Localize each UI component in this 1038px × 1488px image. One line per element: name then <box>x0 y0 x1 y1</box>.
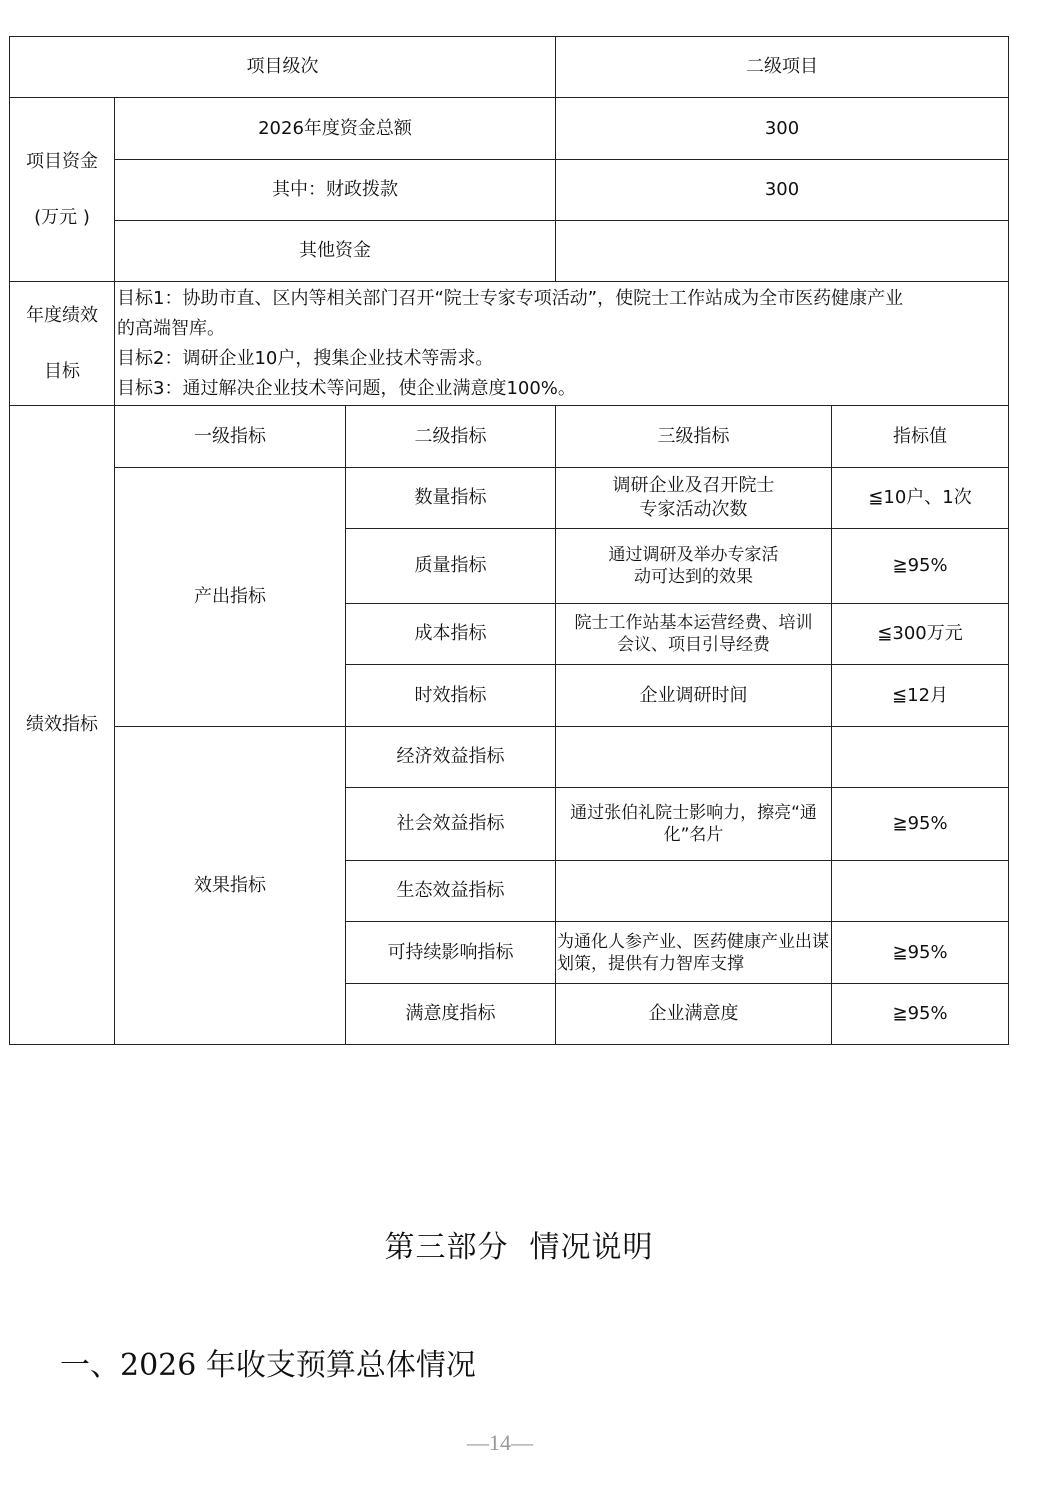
row-value: ≧95% <box>832 922 1009 984</box>
row-l3 <box>556 861 832 922</box>
funds-label: 项目资金 (万元 ) <box>10 98 115 282</box>
row-l3: 企业满意度 <box>556 984 832 1045</box>
row-l3 <box>556 727 832 788</box>
row-l2: 可持续影响指标 <box>346 922 556 984</box>
goal-3: 目标3：通过解决企业技术等问题，使企业满意度100%。 <box>117 377 576 399</box>
row-l3: 院士工作站基本运营经费、培训会议、项目引导经费 <box>556 604 832 665</box>
row-l3: 调研企业及召开院士专家活动次数 <box>556 468 832 529</box>
row-value: ≧95% <box>832 788 1009 861</box>
row-l2: 成本指标 <box>346 604 556 665</box>
total-funds-value: 300 <box>556 98 1009 160</box>
row-l3: 通过调研及举办专家活动可达到的效果 <box>556 529 832 604</box>
row-value: ≦12月 <box>832 665 1009 727</box>
row-value <box>832 727 1009 788</box>
row-value <box>832 861 1009 922</box>
header-value: 指标值 <box>832 406 1009 468</box>
annual-goal-label: 年度绩效 目标 <box>10 282 115 406</box>
header-level3: 三级指标 <box>556 406 832 468</box>
other-funds-label: 其他资金 <box>115 221 556 282</box>
row-l2: 社会效益指标 <box>346 788 556 861</box>
total-funds-label: 2026年度资金总额 <box>115 98 556 160</box>
performance-table <box>9 36 1009 1045</box>
row-l3: 为通化人参产业、医药健康产业出谋划策，提供有力智库支撑 <box>556 922 832 984</box>
row-l3: 通过张伯礼院士影响力，擦亮“通化”名片 <box>556 788 832 861</box>
row-l2: 时效指标 <box>346 665 556 727</box>
heading-1: 一、2026 年收支预算总体情况 <box>60 1348 476 1383</box>
row-l2: 满意度指标 <box>346 984 556 1045</box>
output-indicator-label: 产出指标 <box>115 468 346 727</box>
row-value: ≦10户、1次 <box>832 468 1009 529</box>
header-level2: 二级指标 <box>346 406 556 468</box>
level-label: 项目级次 <box>10 37 556 98</box>
effect-indicator-label: 效果指标 <box>115 727 346 1045</box>
header-level1: 一级指标 <box>115 406 346 468</box>
goal-2: 目标2：调研企业10户，搜集企业技术等需求。 <box>117 347 494 369</box>
row-l2: 经济效益指标 <box>346 727 556 788</box>
fiscal-funds-label: 其中：财政拨款 <box>115 160 556 221</box>
level-value: 二级项目 <box>556 37 1009 98</box>
other-funds-value <box>556 221 1009 282</box>
row-value: ≦300万元 <box>832 604 1009 665</box>
row-l2: 质量指标 <box>346 529 556 604</box>
fiscal-funds-value: 300 <box>556 160 1009 221</box>
annual-goals <box>115 282 1009 406</box>
section-title: 第三部分 情况说明 <box>384 1230 654 1265</box>
row-value: ≧95% <box>832 984 1009 1045</box>
row-l2: 数量指标 <box>346 468 556 529</box>
goal-1: 目标1：协助市直、区内等相关部门召开“院士专家专项活动”，使院士工作站成为全市医药健康产业 <box>117 287 904 309</box>
goal-1-continued: 的高端智库。 <box>117 317 225 339</box>
page-number: —14— <box>467 1430 533 1455</box>
perf-indicator-label: 绩效指标 <box>10 406 115 1045</box>
row-l3: 企业调研时间 <box>556 665 832 727</box>
row-value: ≧95% <box>832 529 1009 604</box>
row-l2: 生态效益指标 <box>346 861 556 922</box>
